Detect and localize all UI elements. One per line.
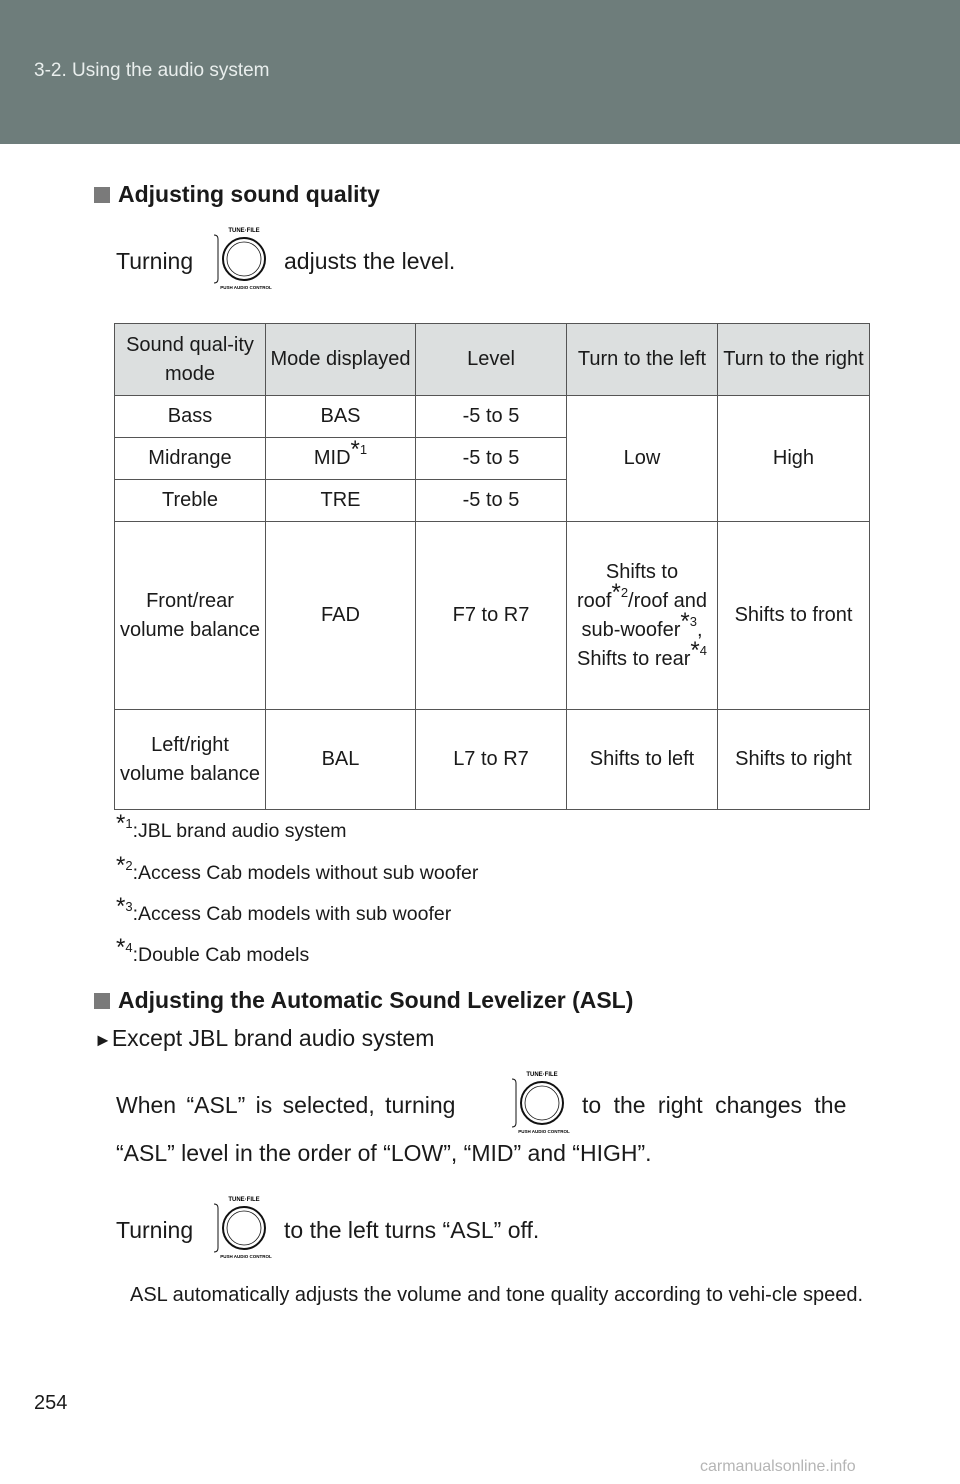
table-cell: TRE	[266, 480, 416, 522]
asl-line1-a: When “ASL” is selected, turning	[116, 1092, 456, 1118]
asl-off-text: to the left turns “ASL” off.	[284, 1217, 540, 1243]
table-header: Sound qual-ity mode	[115, 324, 266, 396]
table-cell: F7 to R7	[416, 522, 567, 710]
table-cell: Front/rear volume balance	[115, 522, 266, 710]
table-cell: -5 to 5	[416, 438, 567, 480]
section-heading-asl: Adjusting the Automatic Sound Levelizer (ASL)	[94, 987, 633, 1014]
page-header	[0, 0, 960, 144]
table-header: Mode displayed	[266, 324, 416, 396]
knob-bottom-label: PUSH AUDIO CONTROL	[220, 1254, 272, 1259]
tune-file-knob-icon	[206, 225, 272, 291]
footnote: $^{*4}$:Double Cab models	[116, 933, 310, 966]
table-cell: -5 to 5	[416, 480, 567, 522]
table-cell: Treble	[115, 480, 266, 522]
footnote: $^{*2}$:Access Cab models without sub woofer	[116, 851, 479, 884]
table-cell: Shifts to front	[718, 522, 870, 710]
square-bullet-icon	[94, 187, 110, 203]
asl-line1-b: to the right changes the	[582, 1092, 847, 1118]
table-row	[115, 396, 870, 438]
table-cell: BAL	[266, 710, 416, 810]
table-cell-merged-left: Low	[567, 396, 718, 522]
table-cell: FAD	[266, 522, 416, 710]
table-cell: Shifts to right	[718, 710, 870, 810]
table-row	[115, 522, 870, 710]
square-bullet-icon	[94, 993, 110, 1009]
table-cell: Shifts to roof$^{*2}$/roof and sub-woofer$^{*3}$, Shifts to rear$^{*4}$	[567, 522, 718, 710]
triangle-right-icon: ►	[94, 1030, 112, 1050]
asl-note: ASL automatically adjusts the volume and tone quality according to vehi-cle speed.	[130, 1284, 864, 1306]
table-cell: MID$^{*1}$	[266, 438, 416, 480]
condition-bullet: ►Except JBL brand audio system	[94, 1025, 435, 1051]
tune-file-knob-icon	[504, 1069, 570, 1135]
table-cell: -5 to 5	[416, 396, 567, 438]
table-cell: Left/right volume balance	[115, 710, 266, 810]
tune-file-knob-icon	[206, 1194, 272, 1260]
footnote: $^{*3}$:Access Cab models with sub woofer	[116, 892, 452, 925]
table-header: Turn to the right	[718, 324, 870, 396]
knob-top-label: TUNE·FILE	[228, 1197, 260, 1203]
table-cell: Midrange	[115, 438, 266, 480]
turning-text: Turning	[116, 1217, 194, 1243]
table-header: Level	[416, 324, 567, 396]
table-cell: L7 to R7	[416, 710, 567, 810]
table-header-row	[115, 324, 870, 396]
section-heading-sound-quality: Adjusting sound quality	[94, 181, 380, 208]
table-cell-merged-right: High	[718, 396, 870, 522]
table-cell: Shifts to left	[567, 710, 718, 810]
page-number: 254	[34, 1392, 68, 1414]
footnote: $^{*1}$:JBL brand audio system	[116, 809, 347, 842]
table-cell: BAS	[266, 396, 416, 438]
turning-text: Turning	[116, 248, 194, 274]
watermark: carmanualsonline.info	[700, 1458, 856, 1475]
adjusts-text: adjusts the level.	[284, 248, 456, 274]
table-row	[115, 710, 870, 810]
table-cell: Bass	[115, 396, 266, 438]
asl-line2: “ASL” level in the order of “LOW”, “MID” and “HIGH”.	[116, 1140, 652, 1166]
section-title: 3-2. Using the audio system	[34, 60, 270, 81]
sound-quality-table	[114, 323, 870, 810]
knob-top-label: TUNE·FILE	[526, 1072, 558, 1078]
knob-bottom-label: PUSH AUDIO CONTROL	[220, 285, 272, 290]
table-header: Turn to the left	[567, 324, 718, 396]
knob-bottom-label: PUSH AUDIO CONTROL	[518, 1129, 570, 1134]
knob-top-label: TUNE·FILE	[228, 228, 260, 234]
